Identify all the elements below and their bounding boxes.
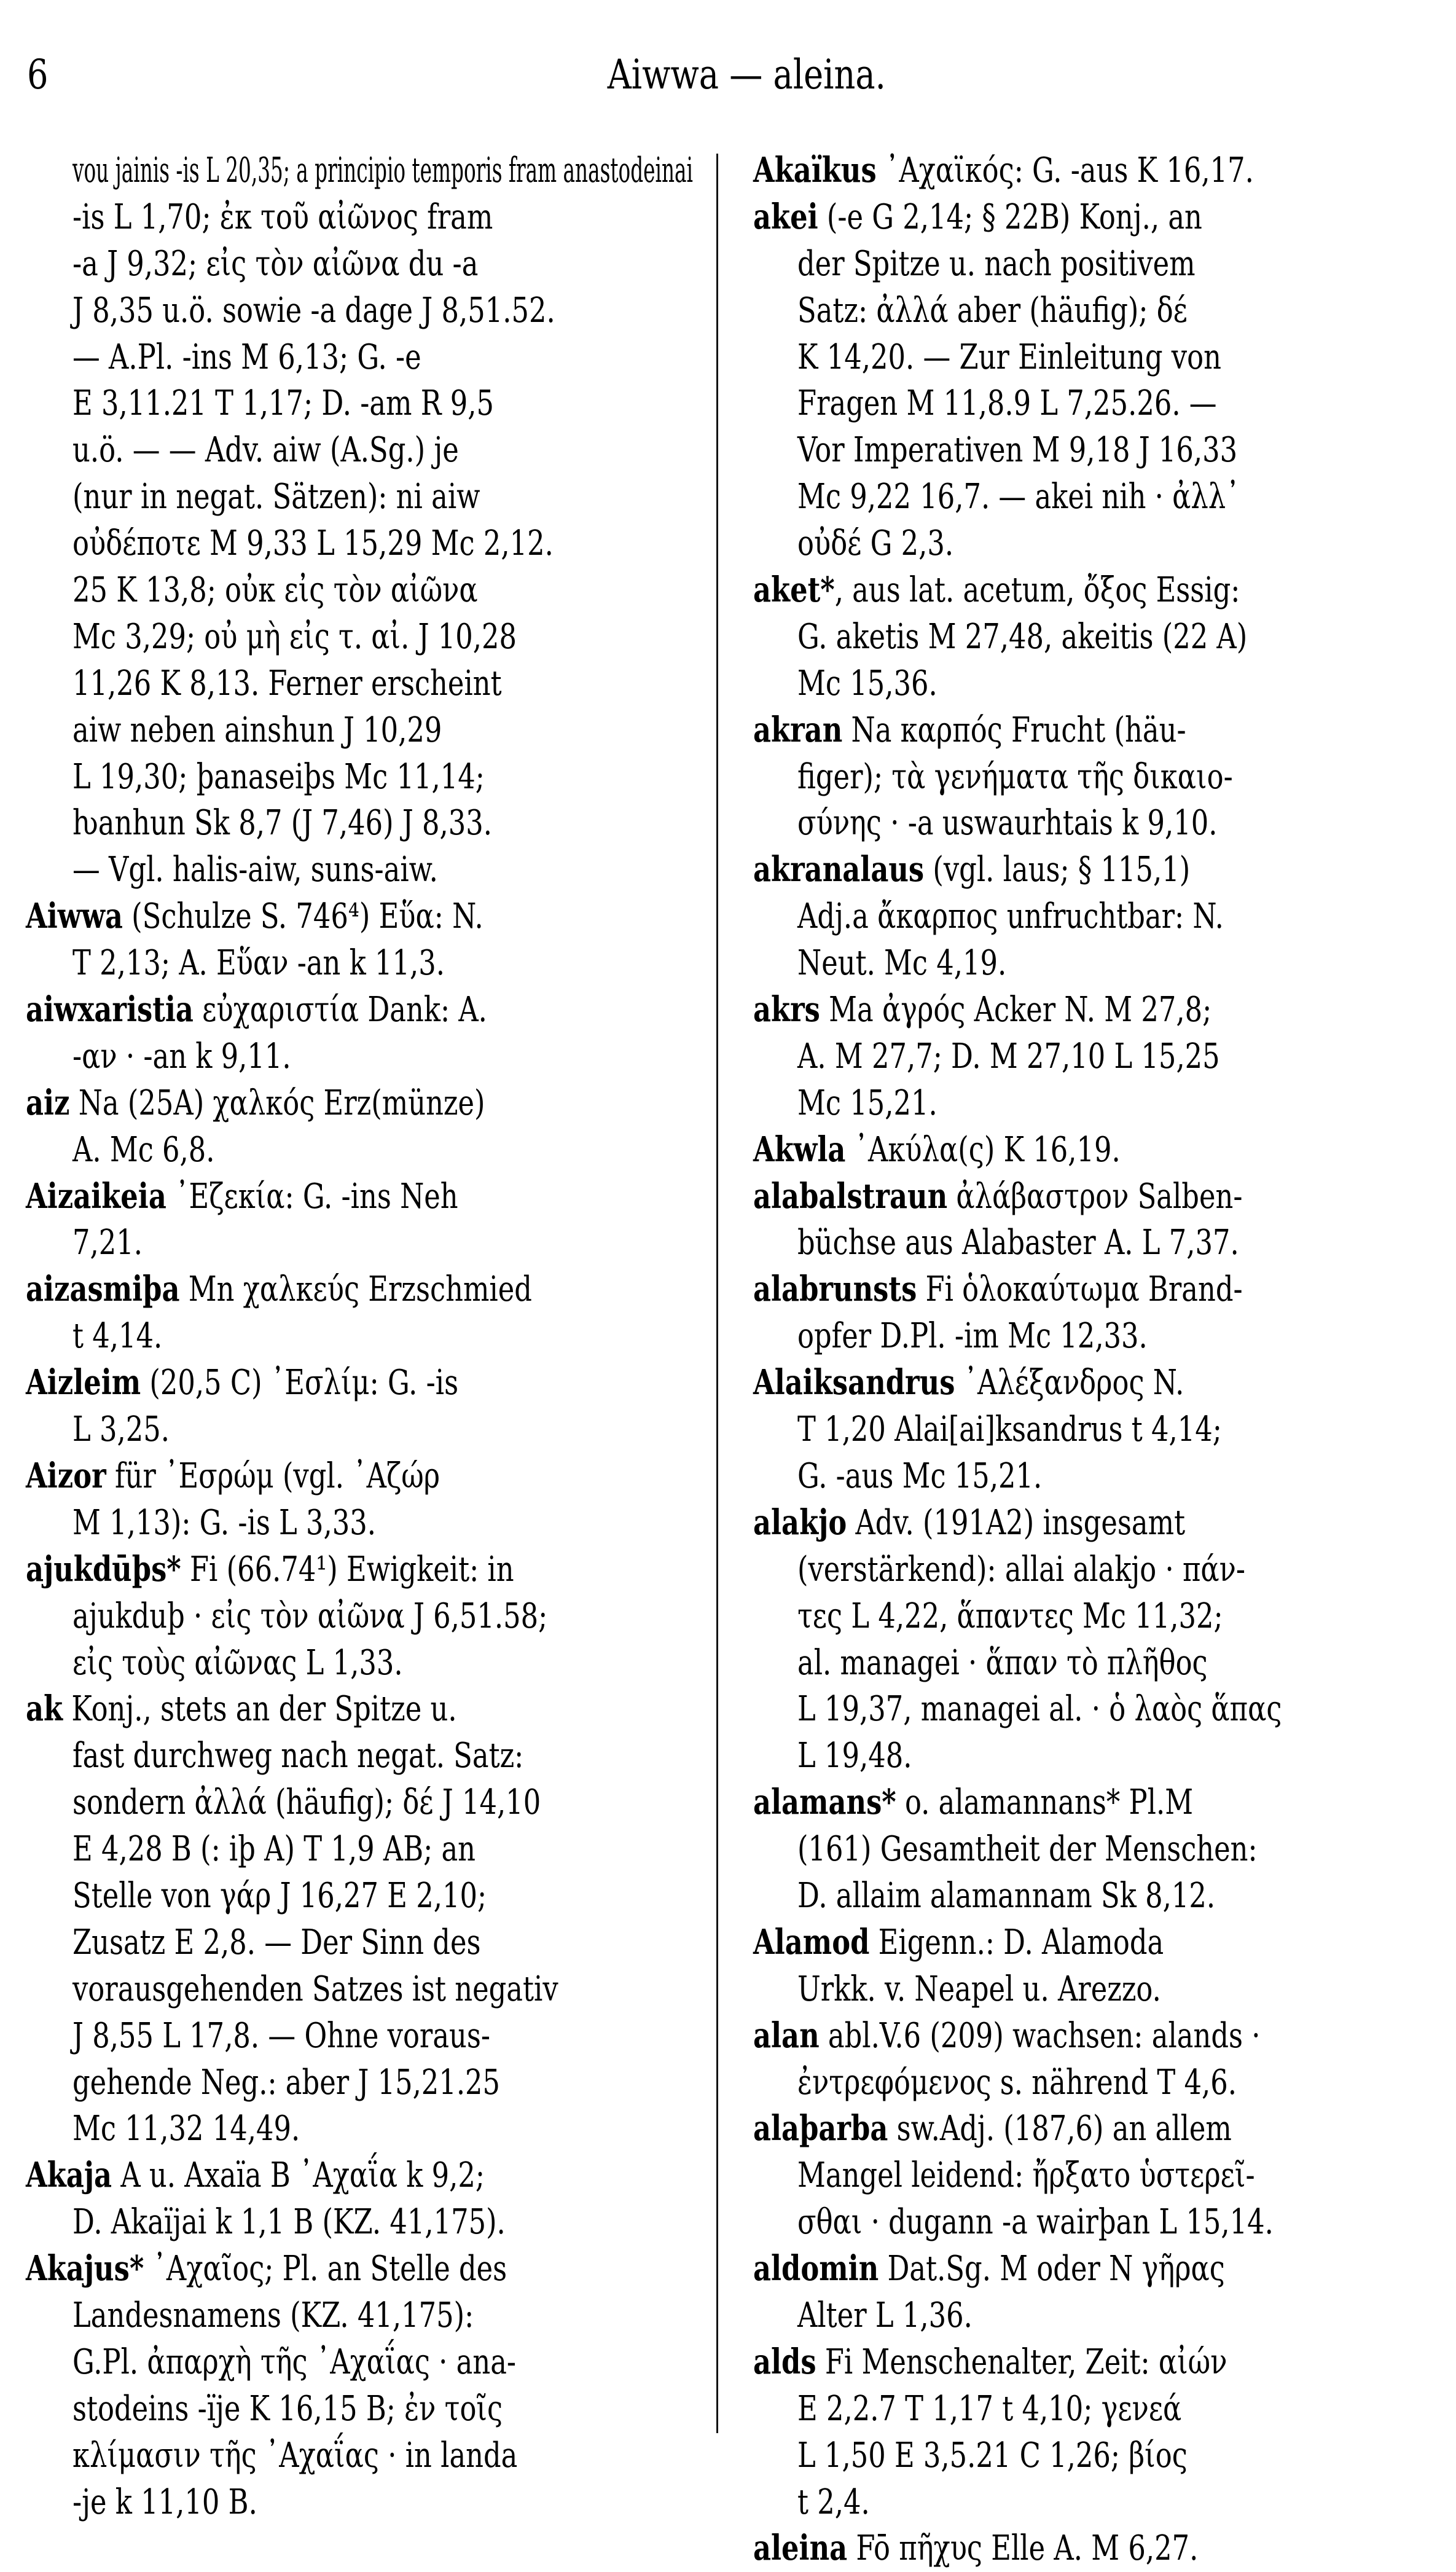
dictionary-entry-line xyxy=(753,1779,1407,1826)
entry-text: ᾿Εζεκία: G. -ins Neh xyxy=(166,1176,458,1217)
entry-continuation-line xyxy=(72,2060,693,2106)
headword: alan xyxy=(753,2015,820,2056)
entry-text: Adj.a ἄκαρπος unfruchtbar: N. xyxy=(797,896,1224,937)
entry-continuation-line xyxy=(797,288,1407,334)
right-column xyxy=(753,147,1407,2572)
headword: Akajus* xyxy=(26,2248,144,2289)
entry-text: A u. Axaïa B ᾿Αχαΐα k 9,2; xyxy=(112,2155,485,2196)
entry-text: aiw neben ainshun J 10,29 xyxy=(72,710,442,750)
entry-text: εὐχαριστία Dank: A. xyxy=(193,990,487,1030)
entry-text: vou jainis -is L 20,35; a principio temporis fram anastodeinai xyxy=(72,151,693,190)
page-number: 6 xyxy=(27,51,49,98)
entry-continuation-line xyxy=(72,1873,693,1919)
entry-text: der Spitze u. nach positivem xyxy=(797,243,1196,284)
entry-text: (vgl. laus; § 115,1) xyxy=(924,850,1191,890)
entry-text: fast durchweg nach negat. Satz: xyxy=(72,1736,524,1776)
entry-text: Adv. (191A2) insgesamt xyxy=(847,1502,1186,1543)
entry-text: Mc 3,29; οὐ μὴ εἰς τ. αἰ. J 10,28 xyxy=(72,616,517,657)
entry-continuation-line xyxy=(797,380,1407,427)
headword: alds xyxy=(753,2341,816,2382)
entry-text: sondern ἀλλά (häufig); δέ J 14,10 xyxy=(72,1782,541,1823)
headword: Aizleim xyxy=(26,1362,141,1403)
dictionary-entry-line xyxy=(753,707,1407,754)
headword: akranalaus xyxy=(753,849,925,890)
entry-text: (nur in negat. Sätzen): ni aiw xyxy=(72,477,480,517)
entry-continuation-line xyxy=(72,1313,693,1360)
entry-continuation-line xyxy=(797,241,1407,288)
dictionary-entry-line xyxy=(26,987,693,1033)
page-header xyxy=(0,50,1456,100)
entry-continuation-line xyxy=(72,1220,693,1266)
entry-text: G. -aus Mc 15,21. xyxy=(797,1456,1043,1496)
entry-continuation-line xyxy=(72,1919,693,1966)
entry-continuation-line xyxy=(797,1733,1407,1779)
headword: aiz xyxy=(26,1082,70,1123)
entry-text: D. allaim alamannam Sk 8,12. xyxy=(797,1875,1216,1916)
entry-text: (-e G 2,14; § 22B) Konj., an xyxy=(818,197,1202,237)
entry-continuation-line xyxy=(72,2386,693,2433)
entry-text: Stelle von γάρ J 16,27 E 2,10; xyxy=(72,1875,487,1916)
entry-continuation-line xyxy=(797,1406,1407,1453)
entry-text: Zusatz E 2,8. — Der Sinn des xyxy=(72,1922,481,1962)
entry-continuation-line xyxy=(72,661,693,707)
dictionary-entry-line xyxy=(753,2106,1407,2152)
entry-text: Landesnamens (KZ. 41,175): xyxy=(72,2295,474,2335)
dictionary-entry-line xyxy=(753,1266,1407,1313)
entry-continuation-line xyxy=(72,1640,693,1687)
dictionary-entry-line xyxy=(753,1127,1407,1174)
dictionary-entry-line xyxy=(26,893,693,940)
entry-text: u.ö. — — Adv. aiw (A.Sg.) je xyxy=(72,430,459,471)
entry-text: E 3,11.21 T 1,17; D. -am R 9,5 xyxy=(72,383,494,424)
entry-continuation-line xyxy=(72,194,693,241)
dictionary-entry-line xyxy=(26,1547,693,1593)
dictionary-entry-line xyxy=(753,2525,1407,2572)
entry-continuation-line xyxy=(72,1593,693,1640)
entry-text: M 1,13): G. -is L 3,33. xyxy=(72,1502,377,1543)
headword: aleina xyxy=(753,2528,848,2569)
entry-text: — A.Pl. -ins M 6,13; G. -e xyxy=(72,337,421,377)
entry-text: Konj., stets an der Spitze u. xyxy=(63,1689,457,1730)
entry-continuation-line xyxy=(797,754,1407,801)
dictionary-entry-line xyxy=(753,1360,1407,1406)
entry-text: Satz: ἀλλά aber (häufig); δέ xyxy=(797,290,1188,331)
entry-continuation-line xyxy=(72,1406,693,1453)
entry-continuation-line xyxy=(72,1733,693,1779)
entry-text: 11,26 K 8,13. Ferner erscheint xyxy=(72,663,502,704)
entry-text: Mc 15,21. xyxy=(797,1083,937,1123)
entry-continuation-line xyxy=(72,847,693,893)
entry-text: -a J 9,32; εἰς τὸν αἰῶνα du -a xyxy=(72,243,479,284)
entry-continuation-line xyxy=(72,474,693,520)
entry-continuation-line xyxy=(72,2433,693,2479)
entry-text: σύνης · -a uswaurhtais k 9,10. xyxy=(797,803,1218,844)
entry-text: für ᾿Εσρώμ (vgl. ᾿Αζώρ xyxy=(106,1456,440,1496)
entry-continuation-line xyxy=(797,1873,1407,1919)
entry-continuation-line xyxy=(797,1640,1407,1687)
headword: ajukdūþs* xyxy=(26,1548,181,1590)
entry-continuation-line xyxy=(72,1500,693,1547)
dictionary-entry-line xyxy=(753,147,1407,194)
headword: alabalstraun xyxy=(753,1175,948,1217)
entry-text: Urkk. v. Neapel u. Arezzo. xyxy=(797,1969,1161,2009)
headword: alakjo xyxy=(753,1502,847,1543)
entry-text: Alter L 1,36. xyxy=(797,2295,973,2335)
dictionary-entry-line xyxy=(753,2339,1407,2386)
headword: Aizaikeia xyxy=(26,1175,166,1217)
entry-continuation-line xyxy=(72,1826,693,1873)
entry-continuation-line xyxy=(72,2479,693,2526)
entry-text: A. M 27,7; D. M 27,10 L 15,25 xyxy=(797,1036,1220,1076)
entry-text: (verstärkend): allai alakjo · πάν- xyxy=(797,1549,1246,1590)
entry-continuation-line xyxy=(797,614,1407,661)
entry-continuation-line xyxy=(72,1779,693,1826)
entry-text: ƕanhun Sk 8,7 (J 7,46) J 8,33. xyxy=(72,803,493,844)
entry-text: Na (25A) χαλκός Erz(münze) xyxy=(69,1083,485,1123)
entry-continuation-line xyxy=(797,2060,1407,2106)
entry-text: Fō πῆχυς Elle A. M 6,27. xyxy=(847,2528,1199,2569)
entry-text: figer); τὰ γενήματα τῆς δικαιο- xyxy=(797,756,1233,797)
entry-continuation-line xyxy=(72,940,693,987)
entry-continuation-line xyxy=(797,2199,1407,2246)
dictionary-entry-line xyxy=(753,1174,1407,1220)
entry-text: J 8,55 L 17,8. — Ohne voraus- xyxy=(72,2015,491,2056)
entry-text: T 2,13; A. Εὕαν -an k 11,3. xyxy=(72,943,445,984)
headword: ak xyxy=(26,1688,63,1730)
headword: Akaïkus xyxy=(753,150,877,190)
entry-text: Na καρπός Frucht (häu- xyxy=(842,710,1186,750)
headword: aiwxaristia xyxy=(26,989,194,1030)
headword: Alaiksandrus xyxy=(753,1362,955,1403)
entry-continuation-line xyxy=(72,380,693,427)
headword: alaþarba xyxy=(753,2108,888,2149)
entry-text: o. alamannans* Pl.M xyxy=(896,1782,1194,1823)
headword: Aiwwa xyxy=(26,896,123,937)
entry-text: οὐδέποτε M 9,33 L 15,29 Mc 2,12. xyxy=(72,523,554,564)
entry-continuation-line xyxy=(797,1220,1407,1266)
entry-text: ἀλάβαστρον Salben- xyxy=(947,1176,1243,1217)
entry-text: Eigenn.: D. Alamoda xyxy=(869,1922,1164,1962)
entry-text: sw.Adj. (187,6) an allem xyxy=(888,2109,1232,2149)
entry-text: — Vgl. halis-aiw, suns-aiw. xyxy=(72,850,438,890)
entry-text: T 1,20 Alai[ai]ksandrus t 4,14; xyxy=(797,1410,1222,1450)
entry-text: al. managei · ἅπαν τὸ πλῆθος xyxy=(797,1642,1208,1683)
dictionary-entry-line xyxy=(26,2152,693,2199)
entry-text: Fi ὁλοκαύτωμα Brand- xyxy=(917,1269,1243,1310)
entry-text: -is L 1,70; ἐκ τοῦ αἰῶνος fram xyxy=(72,197,493,237)
entry-text: Mc 15,36. xyxy=(797,663,937,704)
running-title-text: Aiwwa — aleina. xyxy=(607,51,886,98)
entry-continuation-line xyxy=(797,474,1407,520)
entry-continuation-line xyxy=(72,520,693,567)
entry-text: L 19,48. xyxy=(797,1736,912,1776)
entry-text: G.Pl. ἀπαρχὴ τῆς ᾿Αχαΐας · ana- xyxy=(72,2342,517,2382)
dictionary-entry-line xyxy=(753,2013,1407,2060)
entry-text: ᾿Αχαϊκός: G. -aus K 16,17. xyxy=(876,151,1254,190)
entry-text: (161) Gesamtheit der Menschen: xyxy=(797,1829,1258,1870)
entry-continuation-line xyxy=(797,2292,1407,2339)
entry-continuation-line xyxy=(72,241,693,288)
entry-text: ἐντρεφόμενος s. nährend T 4,6. xyxy=(797,2062,1237,2103)
entry-text: Dat.Sg. M oder N γῆρας xyxy=(879,2249,1225,2289)
entry-text: Mn χαλκεύς Erzschmied xyxy=(179,1269,532,1310)
entry-continuation-line xyxy=(797,1593,1407,1640)
entry-continuation-line xyxy=(72,2106,693,2152)
entry-text: Fi (66.74¹) Ewigkeit: in xyxy=(181,1549,514,1590)
entry-text: (Schulze S. 746⁴) Εὕα: N. xyxy=(122,896,483,937)
entry-text: L 19,37, managei al. · ὁ λαὸς ἅπας xyxy=(797,1689,1282,1730)
headword: Akwla xyxy=(753,1129,846,1170)
entry-text: Vor Imperativen M 9,18 J 16,33 xyxy=(797,430,1238,471)
entry-continuation-line xyxy=(797,800,1407,847)
entry-text: opfer D.Pl. -im Mc 12,33. xyxy=(797,1316,1148,1357)
entry-text: εἰς τοὺς αἰῶνας L 1,33. xyxy=(72,1642,403,1683)
dictionary-entry-line xyxy=(26,1686,693,1733)
entry-continuation-line xyxy=(72,707,693,754)
headword: aldomin xyxy=(753,2248,879,2289)
entry-continuation-line xyxy=(72,1966,693,2013)
entry-continuation-line xyxy=(72,567,693,614)
headword: akei xyxy=(753,196,818,237)
entry-text: Ma ἀγρός Acker N. M 27,8; xyxy=(820,990,1212,1030)
entry-continuation-line xyxy=(797,1547,1407,1593)
dictionary-entry-line xyxy=(26,1080,693,1127)
entry-text: K 14,20. — Zur Einleitung von xyxy=(797,337,1221,377)
entry-text: E 2,2.7 T 1,17 t 4,10; γενεά xyxy=(797,2388,1182,2429)
dictionary-entry-line xyxy=(753,847,1407,893)
entry-text: 7,21. xyxy=(72,1223,143,1263)
entry-continuation-line xyxy=(797,427,1407,474)
entry-text: (20,5 C) ᾿Εσλίμ: G. -is xyxy=(141,1363,459,1403)
entry-continuation-line xyxy=(797,1313,1407,1360)
dictionary-entry-line xyxy=(26,1360,693,1406)
entry-continuation-line xyxy=(72,147,693,194)
entry-continuation-line xyxy=(797,334,1407,381)
entry-text: -αν · -an k 9,11. xyxy=(72,1036,291,1076)
entry-continuation-line xyxy=(797,940,1407,987)
entry-continuation-line xyxy=(797,520,1407,567)
entry-text: ajukduþ · εἰς τὸν αἰῶνα J 6,51.58; xyxy=(72,1596,548,1636)
dictionary-entry-line xyxy=(26,1266,693,1313)
column-divider xyxy=(716,154,718,2433)
dictionary-entry-line xyxy=(26,1453,693,1500)
entry-continuation-line xyxy=(72,1127,693,1174)
entry-text: κλίμασιν τῆς ᾿Αχαΐας · in landa xyxy=(72,2435,518,2476)
entry-continuation-line xyxy=(72,1033,693,1080)
dictionary-entry-line xyxy=(753,987,1407,1033)
entry-text: L 1,50 E 3,5.21 C 1,26; βίος xyxy=(797,2435,1188,2476)
entry-text: J 8,35 u.ö. sowie -a dage J 8,51.52. xyxy=(72,290,555,331)
dictionary-entry-line xyxy=(753,194,1407,241)
entry-continuation-line xyxy=(72,2339,693,2386)
entry-text: Mc 9,22 16,7. — akei nih · ἀλλ᾿ xyxy=(797,477,1240,517)
headword: alabrunsts xyxy=(753,1269,917,1310)
entry-text: ᾿Αλέξανδρος N. xyxy=(955,1363,1184,1403)
entry-continuation-line xyxy=(72,614,693,661)
entry-continuation-line xyxy=(72,754,693,801)
headword: alamans* xyxy=(753,1782,896,1823)
headword: aizasmiþa xyxy=(26,1269,180,1310)
dictionary-entry-line xyxy=(753,1919,1407,1966)
headword: Akaja xyxy=(26,2155,112,2196)
entry-text: L 3,25. xyxy=(72,1410,170,1450)
entry-text: Neut. Mc 4,19. xyxy=(797,943,1007,984)
entry-continuation-line xyxy=(797,2152,1407,2199)
entry-continuation-line xyxy=(72,334,693,381)
entry-text: Fi Menschenalter, Zeit: αἰών xyxy=(816,2342,1227,2382)
entry-text: gehende Neg.: aber J 15,21.25 xyxy=(72,2062,501,2103)
entry-continuation-line xyxy=(72,2013,693,2060)
entry-continuation-line xyxy=(797,2386,1407,2433)
entry-text: 25 K 13,8; οὐκ εἰς τὸν αἰῶνα xyxy=(72,570,478,611)
entry-continuation-line xyxy=(797,2479,1407,2526)
entry-continuation-line xyxy=(797,661,1407,707)
entry-text: t 4,14. xyxy=(72,1316,163,1357)
entry-text: -je k 11,10 B. xyxy=(72,2482,257,2522)
entry-continuation-line xyxy=(72,288,693,334)
entry-text: ᾿Ακύλα(ς) K 16,19. xyxy=(845,1129,1121,1170)
entry-text: büchse aus Alabaster A. L 7,37. xyxy=(797,1223,1239,1263)
entry-text: οὐδέ G 2,3. xyxy=(797,523,954,564)
entry-text: Mangel leidend: ἤρξατο ὑστερεῖ- xyxy=(797,2155,1255,2196)
entry-text: , aus lat. acetum, ὄξος Essig: xyxy=(834,570,1240,611)
dictionary-entry-line xyxy=(26,1174,693,1220)
entry-continuation-line xyxy=(72,800,693,847)
headword: Alamod xyxy=(753,1921,870,1962)
entry-text: t 2,4. xyxy=(797,2482,870,2522)
dictionary-entry-line xyxy=(753,567,1407,614)
entry-text: E 4,28 B (: iþ A) T 1,9 AB; an xyxy=(72,1829,476,1870)
entry-text: vorausgehenden Satzes ist negativ xyxy=(72,1969,558,2009)
entry-text: G. aketis M 27,48, akeitis (22 A) xyxy=(797,616,1248,657)
entry-continuation-line xyxy=(72,2199,693,2246)
entry-continuation-line xyxy=(72,2292,693,2339)
entry-text: A. Mc 6,8. xyxy=(72,1129,215,1170)
entry-text: τες L 4,22, ἅπαντες Mc 11,32; xyxy=(797,1596,1223,1636)
entry-continuation-line xyxy=(797,1080,1407,1127)
entry-text: abl.V.6 (209) wachsen: alands · xyxy=(819,2015,1261,2056)
entry-continuation-line xyxy=(797,2433,1407,2479)
headword: akrs xyxy=(753,989,820,1030)
entry-continuation-line xyxy=(797,893,1407,940)
headword: aket* xyxy=(753,570,835,611)
entry-continuation-line xyxy=(72,427,693,474)
running-title xyxy=(0,50,1456,100)
entry-continuation-line xyxy=(797,1966,1407,2013)
entry-text: stodeins -ïje K 16,15 B; ἐν τοῖς xyxy=(72,2388,503,2429)
entry-continuation-line xyxy=(797,1453,1407,1500)
dictionary-entry-line xyxy=(753,1500,1407,1547)
entry-text: σθαι · dugann -a wairþan L 15,14. xyxy=(797,2202,1274,2243)
left-column xyxy=(26,147,693,2525)
entry-text: Fragen M 11,8.9 L 7,25.26. — xyxy=(797,383,1217,424)
headword: akran xyxy=(753,709,843,750)
dictionary-entry-line xyxy=(753,2246,1407,2292)
entry-text: ᾿Αχαῖος; Pl. an Stelle des xyxy=(144,2249,507,2289)
entry-text: L 19,30; þanaseiþs Mc 11,14; xyxy=(72,756,485,797)
dictionary-entry-line xyxy=(26,2246,693,2292)
entry-continuation-line xyxy=(797,1826,1407,1873)
entry-text: Mc 11,32 14,49. xyxy=(72,2109,300,2149)
entry-continuation-line xyxy=(797,1033,1407,1080)
headword: Aizor xyxy=(26,1455,106,1496)
entry-continuation-line xyxy=(797,1686,1407,1733)
entry-text: D. Akaïjai k 1,1 B (KZ. 41,175). xyxy=(72,2202,506,2243)
